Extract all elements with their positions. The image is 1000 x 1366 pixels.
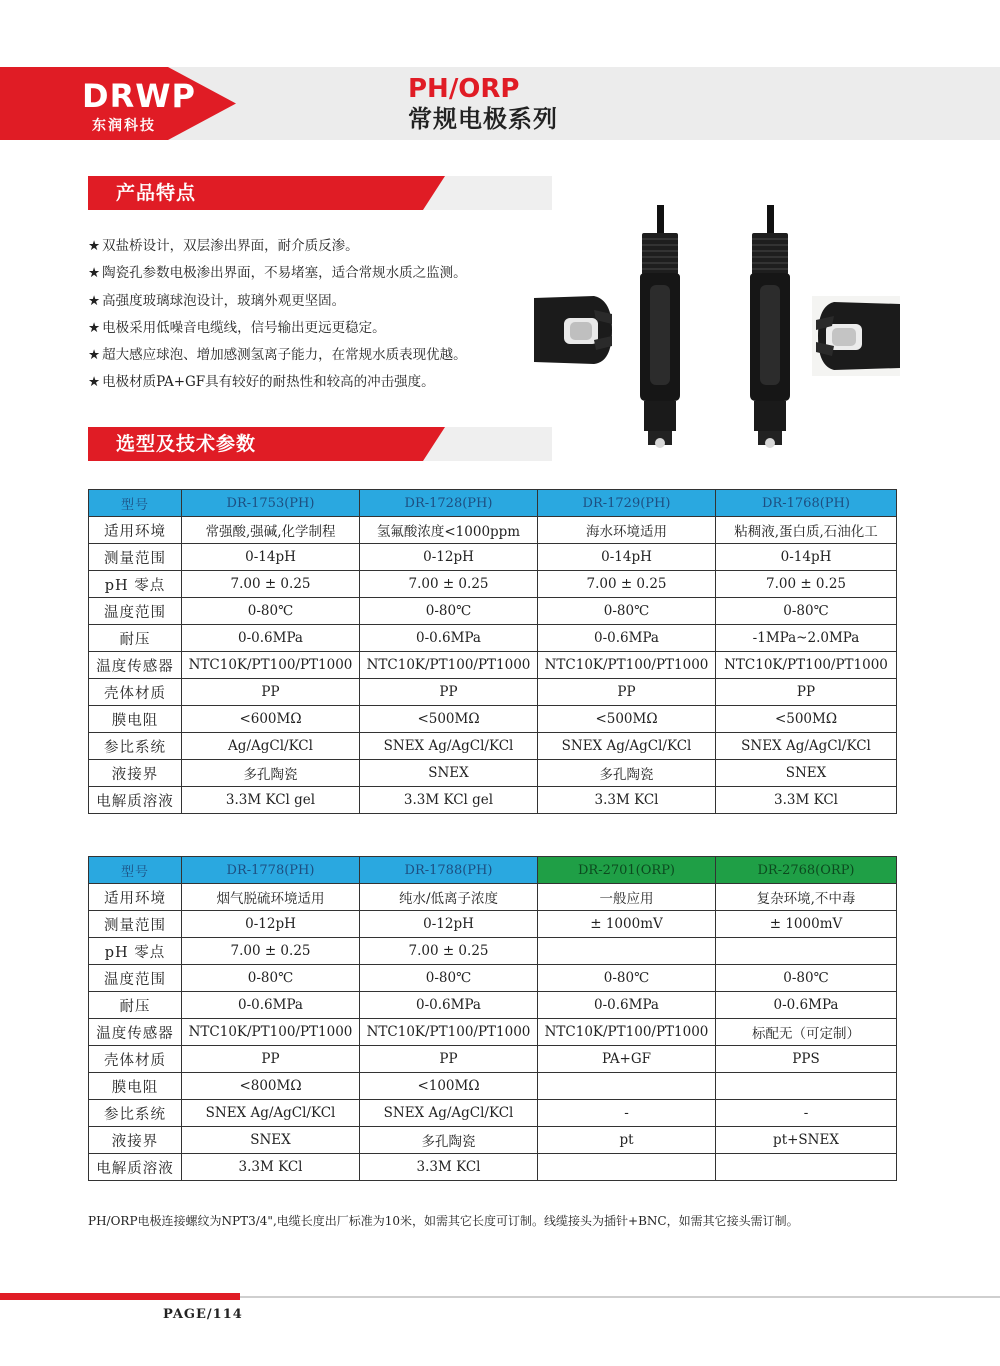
header-cell: 型号 [89,490,182,517]
table-cell: PP [538,679,716,706]
star-icon: ★ [88,374,101,391]
row-label: 温度传感器 [89,652,182,679]
spec-table-2 [88,856,897,1181]
header-cell: DR-2701(ORP) [538,857,716,884]
row-label: 耐压 [89,625,182,652]
table-row [89,760,897,787]
table-cell: 0-0.6MPa [182,992,360,1019]
table-cell: 0-12pH [360,911,538,938]
table-cell: <600MΩ [182,706,360,733]
table-cell: PPS [716,1046,897,1073]
table-cell: -1MPa~2.0MPa [716,625,897,652]
table-row [89,679,897,706]
table-cell: 0-0.6MPa [360,625,538,652]
table-cell: 复杂环境,不中毒 [716,884,897,911]
section-title: 选型及技术参数 [116,433,257,455]
table-cell: 0-14pH [716,544,897,571]
table-cell: 一般应用 [538,884,716,911]
table-cell [538,938,716,965]
table-row [89,571,897,598]
row-label: 壳体材质 [89,679,182,706]
header-cell: DR-1728(PH) [360,490,538,517]
table-cell: 常强酸,强碱,化学制程 [182,517,360,544]
table-cell: 纯水/低离子浓度 [360,884,538,911]
table-cell: 0-14pH [538,544,716,571]
table-cell: - [716,1100,897,1127]
spec-table-1 [88,489,897,814]
table-cell: 0-12pH [182,911,360,938]
row-label: 温度传感器 [89,1019,182,1046]
table-cell: 3.3M KCl [360,1154,538,1181]
row-label: 适用环境 [89,884,182,911]
row-label: 测量范围 [89,544,182,571]
table-row [89,1019,897,1046]
table-cell: 0-80℃ [360,965,538,992]
table-cell: 3.3M KCl gel [360,787,538,814]
table-cell: pt [538,1127,716,1154]
table-row [89,1154,897,1181]
section-header-specs [88,427,552,461]
table-cell: 氢氟酸浓度<1000ppm [360,517,538,544]
table-cell: SNEX Ag/AgCl/KCl [538,733,716,760]
table-row [89,938,897,965]
row-label: 电解质溶液 [89,787,182,814]
table-row [89,1127,897,1154]
table-cell: ± 1000mV [538,911,716,938]
table-cell [538,1154,716,1181]
table-cell: 0-0.6MPa [716,992,897,1019]
table-cell: PP [182,679,360,706]
table-cell: 7.00 ± 0.25 [360,938,538,965]
table-cell [716,938,897,965]
table-cell: PP [716,679,897,706]
table-cell: 3.3M KCl gel [182,787,360,814]
table-cell: NTC10K/PT100/PT1000 [182,1019,360,1046]
table-cell: <100MΩ [360,1073,538,1100]
logo-text: DRWP [82,77,196,115]
feature-item: ★ 超大感应球泡、增加感测氢离子能力，在常规水质表现优越。 [88,347,467,364]
star-icon: ★ [88,347,101,364]
table-row [89,787,897,814]
table-cell: 7.00 ± 0.25 [538,571,716,598]
table-cell: 0-14pH [182,544,360,571]
table-cell: NTC10K/PT100/PT1000 [182,652,360,679]
feature-item: ★ 陶瓷孔参数电极渗出界面，不易堵塞，适合常规水质之监测。 [88,265,467,282]
table-cell: PP [360,1046,538,1073]
table-cell: 7.00 ± 0.25 [182,571,360,598]
table-cell: ± 1000mV [716,911,897,938]
table-cell: 0-80℃ [716,965,897,992]
table-row [89,965,897,992]
table-cell: 海水环境适用 [538,517,716,544]
table-cell: 烟气脱硫环境适用 [182,884,360,911]
electrode-image-2 [746,205,796,455]
table-cell: 7.00 ± 0.25 [182,938,360,965]
table-cell: SNEX Ag/AgCl/KCl [182,1100,360,1127]
table-row [89,911,897,938]
table-row [89,652,897,679]
page-rule [240,1296,1000,1298]
table-cell: pt+SNEX [716,1127,897,1154]
table-cell: SNEX [716,760,897,787]
table-cell: 0-80℃ [360,598,538,625]
header-cell: DR-1729(PH) [538,490,716,517]
logo-subtitle: 东润科技 [92,118,156,134]
row-label: 测量范围 [89,911,182,938]
electrode-image-1 [636,205,686,455]
row-label: 温度范围 [89,965,182,992]
page-bar [0,1293,240,1300]
table-cell: 多孔陶瓷 [538,760,716,787]
table-cell: Ag/AgCl/KCl [182,733,360,760]
electrode-tip-image-left [534,290,612,370]
table-cell: 多孔陶瓷 [182,760,360,787]
table-cell: PP [182,1046,360,1073]
feature-item: ★ 双盐桥设计，双层渗出界面，耐介质反渗。 [88,238,359,254]
table-cell: NTC10K/PT100/PT1000 [716,652,897,679]
table-cell: 标配无（可定制） [716,1019,897,1046]
table-cell: SNEX [360,760,538,787]
row-label: pH 零点 [89,571,182,598]
table-cell: SNEX Ag/AgCl/KCl [360,1100,538,1127]
table-row [89,517,897,544]
row-label: 参比系统 [89,1100,182,1127]
table-cell: PP [360,679,538,706]
table-row [89,1046,897,1073]
table-row [89,1073,897,1100]
table-cell: 0-80℃ [182,965,360,992]
header-cell: DR-1768(PH) [716,490,897,517]
table-cell: 粘稠液,蛋白质,石油化工 [716,517,897,544]
row-label: 膜电阻 [89,1073,182,1100]
feature-item: ★ 电极采用低噪音电缆线，信号输出更远更稳定。 [88,319,386,336]
table-cell: 7.00 ± 0.25 [716,571,897,598]
table-cell [716,1073,897,1100]
header-cell: DR-1753(PH) [182,490,360,517]
table-cell: - [538,1100,716,1127]
table-cell: 0-0.6MPa [538,625,716,652]
star-icon: ★ [88,238,101,254]
table-header-row [89,490,897,517]
row-label: 耐压 [89,992,182,1019]
section-title: 产品特点 [116,182,197,204]
row-label: 温度范围 [89,598,182,625]
table-cell: 3.3M KCl [538,787,716,814]
footnote: PH/ORP电极连接螺纹为NPT3/4",电缆长度出厂标准为10米，如需其它长度可订制。线缆接头为插针+BNC，如需其它接头需订制。 [88,1214,799,1228]
table-cell: 0-12pH [360,544,538,571]
row-label: 液接界 [89,760,182,787]
page-subtitle: 常规电极系列 [408,105,558,133]
table-cell: 0-0.6MPa [538,992,716,1019]
table-row [89,733,897,760]
table-cell: 0-0.6MPa [182,625,360,652]
row-label: 适用环境 [89,517,182,544]
table-row [89,884,897,911]
table-cell: 0-80℃ [538,598,716,625]
table-cell: 0-0.6MPa [360,992,538,1019]
table-cell: PA+GF [538,1046,716,1073]
star-icon: ★ [88,319,101,336]
feature-item: ★ 高强度玻璃球泡设计，玻璃外观更坚固。 [88,292,346,309]
header-cell: DR-2768(ORP) [716,857,897,884]
row-label: pH 零点 [89,938,182,965]
row-label: 液接界 [89,1127,182,1154]
table-cell: <500MΩ [360,706,538,733]
page-number: PAGE/114 [163,1307,243,1322]
feature-list [88,233,528,397]
table-row [89,992,897,1019]
table-row [89,706,897,733]
table-cell: NTC10K/PT100/PT1000 [360,652,538,679]
star-icon: ★ [88,265,101,282]
table-cell [716,1154,897,1181]
table-cell: 3.3M KCl [716,787,897,814]
table-cell: 0-80℃ [538,965,716,992]
table-row [89,598,897,625]
star-icon: ★ [88,292,101,309]
table-cell: NTC10K/PT100/PT1000 [538,652,716,679]
section-header-features [88,176,552,210]
table-row [89,544,897,571]
row-label: 壳体材质 [89,1046,182,1073]
table-cell: SNEX Ag/AgCl/KCl [716,733,897,760]
row-label: 膜电阻 [89,706,182,733]
row-label: 电解质溶液 [89,1154,182,1181]
page-title: PH/ORP [408,74,520,104]
header-cell: DR-1778(PH) [182,857,360,884]
table-row [89,1100,897,1127]
table-cell: NTC10K/PT100/PT1000 [538,1019,716,1046]
table-cell: 多孔陶瓷 [360,1127,538,1154]
table-cell: NTC10K/PT100/PT1000 [360,1019,538,1046]
table-cell: SNEX Ag/AgCl/KCl [360,733,538,760]
table-cell: <800MΩ [182,1073,360,1100]
header-cell: DR-1788(PH) [360,857,538,884]
row-label: 参比系统 [89,733,182,760]
table-header-row [89,857,897,884]
electrode-tip-image-right [812,296,900,376]
table-cell: 3.3M KCl [182,1154,360,1181]
table-cell: <500MΩ [716,706,897,733]
table-cell: 7.00 ± 0.25 [360,571,538,598]
table-cell: <500MΩ [538,706,716,733]
table-cell [538,1073,716,1100]
feature-item: ★ 电极材质PA+GF具有较好的耐热性和较高的冲击强度。 [88,374,435,391]
table-cell: 0-80℃ [182,598,360,625]
header-cell: 型号 [89,857,182,884]
table-row [89,625,897,652]
table-cell: SNEX [182,1127,360,1154]
table-cell: 0-80℃ [716,598,897,625]
